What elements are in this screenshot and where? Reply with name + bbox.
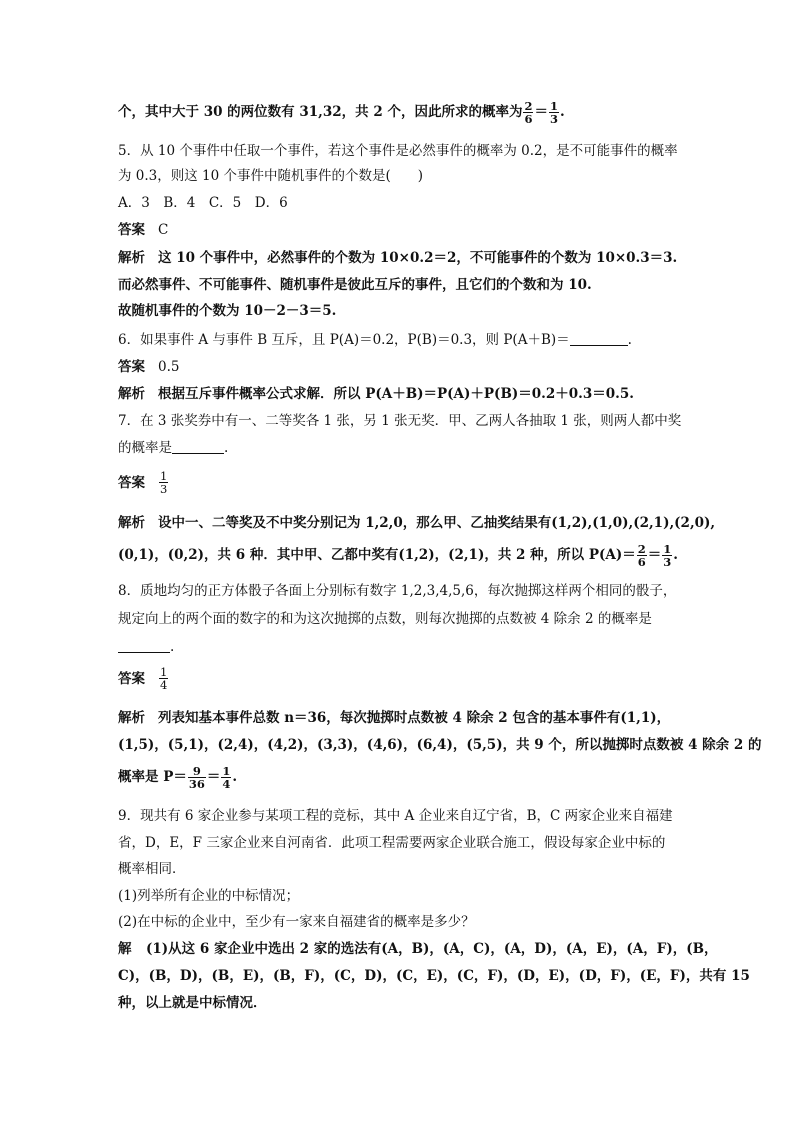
q6-answer bbox=[118, 357, 688, 377]
q4-text: 个，其中大于 30 的两位数有 31,32，共 2 个，因此所求的概率为 bbox=[118, 104, 523, 120]
q9-solution-line3: 种，以上就是中标情况． bbox=[118, 995, 267, 1011]
q6-analysis: 解析 根据互斥事件概率公式求解．所以 P(A＋B)＝P(A)＋P(B)＝0.2＋0.3＝0.5. bbox=[118, 386, 634, 402]
q9-stem-line1: 9．现共有 6 家企业参与某项工程的竞标，其中 A 企业来自辽宁省，B，C 两家企业来自福建 bbox=[118, 808, 673, 824]
q5-analysis-line2: 而必然事件、不可能事件、随机事件是彼此互斥的事件，且它们的个数和为 10. bbox=[118, 277, 592, 293]
analysis-label: 解析 bbox=[118, 710, 145, 726]
answer-blank bbox=[172, 439, 224, 454]
fraction: $\frac{1}{3}$ bbox=[549, 99, 558, 126]
answer-fraction: $\frac{1}{4}$ bbox=[160, 665, 168, 692]
q9-stem-line2: 省，D，E，F 三家企业来自河南省．此项工程需要两家企业联合施工，假设每家企业中标的 bbox=[118, 835, 666, 851]
q7-analysis-line2: (0,1)，(0,2)，共 6 种．其中甲、乙都中奖有(1,2)，(2,1)，共 2 种，所以 P(A)＝ $\frac{2}{6}$ ＝ $\frac{1}{3}$ . bbox=[118, 542, 678, 569]
fraction: $\frac{1}{3}$ bbox=[663, 542, 672, 569]
q7-stem-line1: 7．在 3 张奖券中有一、二等奖各 1 张，另 1 张无奖．甲、乙两人各抽取 1 张，则两人都中奖 bbox=[118, 413, 682, 429]
q8-stem-line2: 规定向上的两个面的数字的和为这次抛掷的点数，则每次抛掷的点数被 4 除余 2 的概率是 bbox=[118, 611, 652, 627]
q7-analysis-line1: 解析 设中一、二等奖及不中奖分别记为 1,2,0，那么甲、乙抽奖结果有(1,2),(1,0),(2,1),(2,0), bbox=[118, 515, 716, 531]
fraction: $\frac{2}{6}$ bbox=[637, 542, 646, 569]
q5-stem-line2: 为 0.3，则这 10 个事件中随机事件的个数是( ) bbox=[118, 168, 424, 184]
q9-subquestion-1: (1)列举所有企业的中标情况； bbox=[118, 888, 300, 904]
q8-analysis-line3: 概率是 P＝ $\frac{9}{36}$ ＝ $\frac{1}{4}$ . bbox=[118, 764, 238, 791]
answer-label: 答案 bbox=[118, 474, 145, 491]
q5-analysis-line1: 解析 这 10 个事件中，必然事件的个数为 10×0.2＝2，不可能事件的个数为 10×0.3＝3. bbox=[118, 250, 678, 266]
analysis-label: 解析 bbox=[118, 386, 145, 402]
q6-stem: 6．如果事件 A 与事件 B 互斥，且 P(A)＝0.2，P(B)＝0.3，则 P(A＋B)＝ . bbox=[118, 332, 632, 348]
q8-analysis-line2: (1,5)，(5,1)，(2,4)，(4,2)，(3,3)，(4,6)，(6,4)，(5,5)，共 9 个，所以抛掷时点数被 4 除余 2 的 bbox=[118, 737, 762, 753]
answer-blank bbox=[118, 638, 170, 653]
answer-value: 0.5 bbox=[158, 359, 180, 375]
answer-label: 答案 bbox=[118, 222, 145, 238]
q4-conclusion: 个，其中大于 30 的两位数有 31,32，共 2 个，因此所求的概率为 $\frac{2}{6}$ ＝ $\frac{1}{3}$ . bbox=[118, 99, 565, 126]
q9-solution-line1: 解 (1)从这 6 家企业中选出 2 家的选法有(A，B)，(A，C)，(A，D)，(A，E)，(A，F)，(B， bbox=[118, 941, 718, 957]
answer-blank bbox=[570, 331, 628, 346]
q8-stem-line1: 8．质地均匀的正方体骰子各面上分别标有数字 1,2,3,4,5,6，每次抛掷这样两个相同的骰子， bbox=[118, 583, 677, 599]
q8-analysis-line1: 解析 列表知基本事件总数 n＝36，每次抛掷时点数被 4 除余 2 包含的基本事件有(1,1)， bbox=[118, 710, 671, 726]
q8-stem-line3: . bbox=[118, 637, 688, 657]
q5-stem-line1: 5．从 10 个事件中任取一个事件，若这个事件是必然事件的概率为 0.2，是不可能事件的概率 bbox=[118, 143, 678, 159]
fraction: $\frac{9}{36}$ bbox=[188, 764, 205, 791]
analysis-label: 解析 bbox=[118, 515, 145, 531]
answer-label: 答案 bbox=[118, 359, 145, 375]
q9-stem-line3: 概率相同． bbox=[118, 861, 186, 877]
fraction: $\frac{2}{6}$ bbox=[524, 99, 533, 126]
q5-answer bbox=[118, 220, 688, 240]
answer-label: 答案 bbox=[118, 670, 145, 687]
q5-analysis-line3: 故随机事件的个数为 10－2－3＝5. bbox=[118, 303, 337, 319]
q8-answer bbox=[118, 666, 688, 691]
q7-answer bbox=[118, 470, 688, 495]
analysis-label: 解析 bbox=[118, 250, 145, 266]
answer-fraction: $\frac{1}{3}$ bbox=[160, 469, 168, 496]
q9-subquestion-2: (2)在中标的企业中，至少有一家来自福建省的概率是多少？ bbox=[118, 914, 475, 930]
solution-label: 解 bbox=[118, 941, 132, 957]
answer-value: C bbox=[158, 222, 169, 238]
q5-options: A．3 B．4 C．5 D．6 bbox=[118, 195, 288, 211]
q7-stem-line2: 的概率是 . bbox=[118, 440, 229, 456]
q9-solution-line2: C)，(B，D)，(B，E)，(B，F)，(C，D)，(C，E)，(C，F)，(D，E)，(D，F)，(E，F)，共有 15 bbox=[118, 968, 750, 984]
fraction: $\frac{1}{4}$ bbox=[222, 764, 231, 791]
